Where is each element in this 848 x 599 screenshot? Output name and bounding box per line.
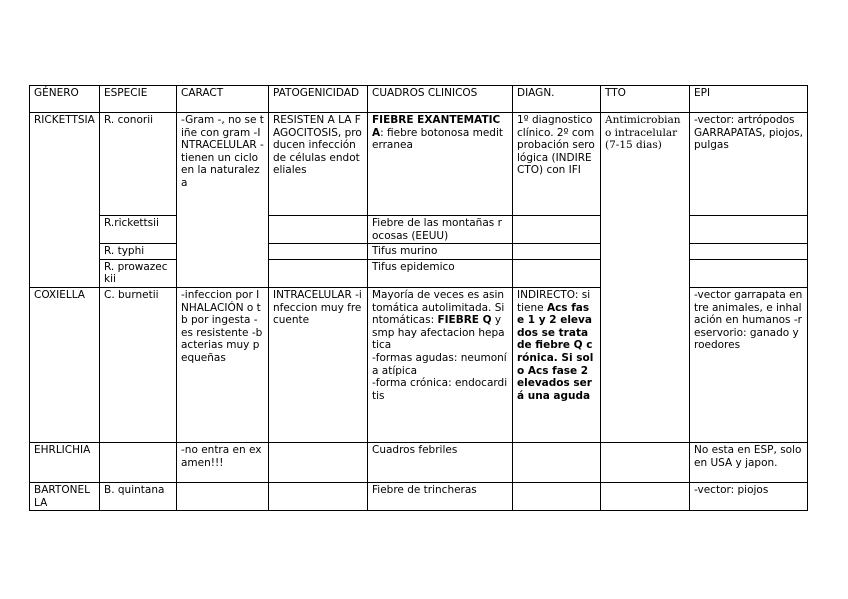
header-epi: EPI xyxy=(690,86,808,113)
cuadro-line: -forma crónica: endocarditis xyxy=(372,377,508,402)
epi-ehrlichia: No esta en ESP, solo en USA y japon. xyxy=(690,442,808,482)
header-row xyxy=(30,86,808,113)
diagn-coxiella xyxy=(513,287,601,442)
diagn-cell xyxy=(513,216,601,244)
table-row xyxy=(30,244,808,260)
diagn-conorii: 1º diagnostico clínico. 2º comprobación serológica (INDIRECTO) con IFI xyxy=(513,113,601,216)
header-diagn: DIAGN. xyxy=(513,86,601,113)
patogenicidad-cell xyxy=(269,244,368,260)
cuadro-bold: FIEBRE Q xyxy=(437,314,492,327)
table-row xyxy=(30,287,808,442)
tto-rickettsia: Antimicrobiano intracelular (7-15 dias) xyxy=(601,113,690,443)
cuadro-bold: FIEBRE EXANTEMATICA xyxy=(372,114,501,139)
cuadro-cell: Tifus murino xyxy=(368,244,513,260)
tto-cell xyxy=(601,482,690,510)
table-row xyxy=(30,113,808,216)
table-row xyxy=(30,259,808,287)
cuadro-cell: Fiebre de las montañas rocosas (EEUU) xyxy=(368,216,513,244)
cuadro-conorii xyxy=(368,113,513,216)
especie-burnetii: C. burnetii xyxy=(100,287,177,442)
epi-cell xyxy=(690,244,808,260)
microbiology-table xyxy=(29,85,808,511)
cuadro-text: Mayoría de veces es asintomática autolimitada. Sintomáticas: xyxy=(372,288,505,327)
patogenicidad-cell xyxy=(269,442,368,482)
tto-cell xyxy=(601,442,690,482)
diagn-cell xyxy=(513,259,601,287)
header-cuadros-clinicos: CUADROS CLINICOS xyxy=(368,86,513,113)
cuadro-text: y smp hay afectacion hepatica xyxy=(372,314,505,352)
patogenicidad-coxiella: INTRACELULAR -infeccion muy frecuente xyxy=(269,287,368,442)
especie-cell: R. prowazeckii xyxy=(100,259,177,287)
genero-rickettsia: RICKETTSIA xyxy=(30,113,100,288)
header-tto: TTO xyxy=(601,86,690,113)
header-caract: CARACT xyxy=(177,86,269,113)
caract-rickettsia: -Gram -, no se tiñe con gram -INTRACELULAR -tienen un ciclo en la naturaleza xyxy=(177,113,269,288)
caract-ehrlichia: -no entra en examen!!! xyxy=(177,442,269,482)
patogenicidad-cell xyxy=(269,216,368,244)
diagn-bold: Acs fase 1 y 2 elevados se trata de fiebre Q crónica. Si solo Acs fase 2 elevados será una aguda xyxy=(517,301,594,402)
cuadro-bartonella: Fiebre de trincheras xyxy=(368,482,513,510)
patogenicidad-cell xyxy=(269,482,368,510)
header-especie: ESPECIE xyxy=(100,86,177,113)
epi-bartonella: -vector: piojos xyxy=(690,482,808,510)
genero-ehrlichia: EHRLICHIA xyxy=(30,442,100,482)
cuadro-text: : fiebre botonosa mediterranea xyxy=(372,126,503,152)
especie-quintana: B. quintana xyxy=(100,482,177,510)
diagn-cell xyxy=(513,482,601,510)
table-row xyxy=(30,482,808,510)
cuadro-cell: Tifus epidemico xyxy=(368,259,513,287)
especie-cell xyxy=(100,442,177,482)
epi-cell xyxy=(690,259,808,287)
epi-cell xyxy=(690,216,808,244)
patogenicidad-cell xyxy=(269,259,368,287)
epi-coxiella: -vector garrapata entre animales, e inhalación en humanos -reservorio: ganado y roedores xyxy=(690,287,808,442)
diagn-cell xyxy=(513,442,601,482)
cuadro-ehrlichia: Cuadros febriles xyxy=(368,442,513,482)
caract-coxiella: -infeccion por INHALACIÓN o tb por ingesta -es resistente -bacterias muy pequeñas xyxy=(177,287,269,442)
diagn-cell xyxy=(513,244,601,260)
genero-coxiella: COXIELLA xyxy=(30,287,100,442)
header-patogenicidad: PATOGENICIDAD xyxy=(269,86,368,113)
patogenicidad-rickettsia: RESISTEN A LA FAGOCITOSIS, producen infección de células endoteliales xyxy=(269,113,368,216)
genero-bartonella: BARTONELLA xyxy=(30,482,100,510)
cuadro-line: -formas agudas: neumonía atípica xyxy=(372,351,507,377)
cuadro-coxiella xyxy=(368,287,513,442)
diagn-text: INDIRECTO: si tiene xyxy=(517,288,591,314)
especie-cell: R. typhi xyxy=(100,244,177,260)
epi-conorii: -vector: artrópodos GARRAPATAS, piojos, pulgas xyxy=(690,113,808,216)
caract-cell xyxy=(177,482,269,510)
especie-cell: R. conorii xyxy=(100,113,177,216)
table-row xyxy=(30,442,808,482)
especie-cell: R.rickettsii xyxy=(100,216,177,244)
header-genero: GÉNERO xyxy=(30,86,100,113)
table-row xyxy=(30,216,808,244)
